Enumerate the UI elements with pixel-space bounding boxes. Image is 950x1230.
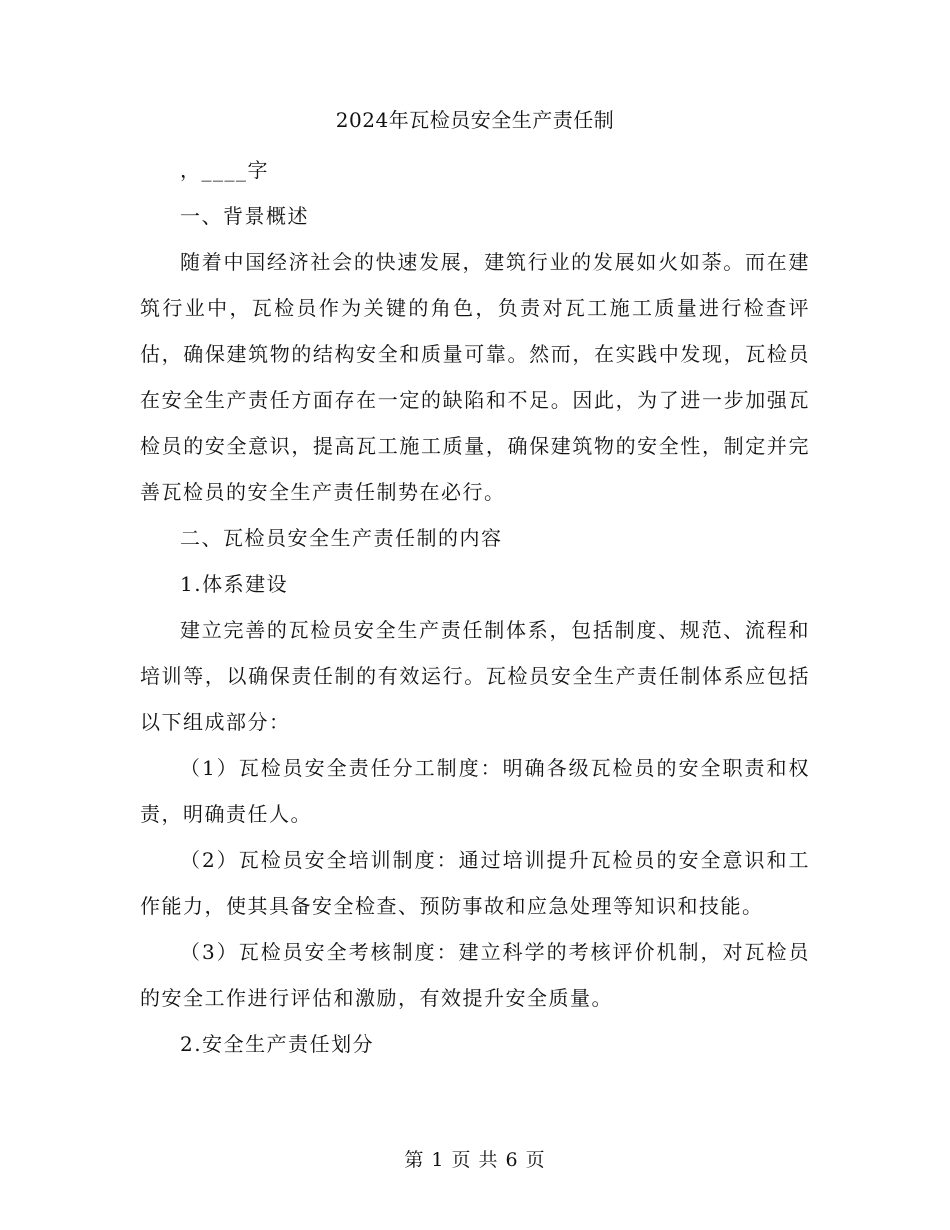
section-heading-content: 二、瓦检员安全生产责任制的内容 — [180, 526, 503, 550]
paragraph-system-building: 建立完善的瓦检员安全生产责任制体系，包括制度、规范、流程和培训等，以确保责任制的有效运行。瓦检员安全生产责任制体系应包括以下组成部分： — [140, 618, 810, 734]
page-footer: 第 1 页 共 6 页 — [404, 1149, 546, 1171]
subheading-system-building: 1.体系建设 — [180, 572, 289, 596]
section-heading-background: 一、背景概述 — [180, 204, 309, 228]
subheading-responsibility-division: 2.安全生产责任划分 — [180, 1032, 375, 1056]
list-item-safety-assessment: （3）瓦检员安全考核制度：建立科学的考核评价机制，对瓦检员的安全工作进行评估和激励，有效提升安全质量。 — [140, 940, 810, 1010]
word-count-line: ，____字 — [180, 158, 269, 182]
document-title: 2024年瓦检员安全生产责任制 — [335, 108, 615, 132]
list-item-safety-training: （2）瓦检员安全培训制度：通过培训提升瓦检员的安全意识和工作能力，使其具备安全检查、预防事故和应急处理等知识和技能。 — [140, 848, 810, 918]
document-body — [140, 147, 810, 1067]
list-item-responsibility-division: （1）瓦检员安全责任分工制度：明确各级瓦检员的安全职责和权责，明确责任人。 — [140, 756, 810, 826]
paragraph-background: 随着中国经济社会的快速发展，建筑行业的发展如火如荼。而在建筑行业中，瓦检员作为关键的角色，负责对瓦工施工质量进行检查评估，确保建筑物的结构安全和质量可靠。然而，在实践中发现，瓦检员在安全生产责任方面存在一定的缺陷和不足。因此，为了进一步加强瓦检员的安全意识，提高瓦工施工质量，确保建筑物的安全性，制定并完善瓦检员的安全生产责任制势在必行。 — [140, 250, 810, 504]
